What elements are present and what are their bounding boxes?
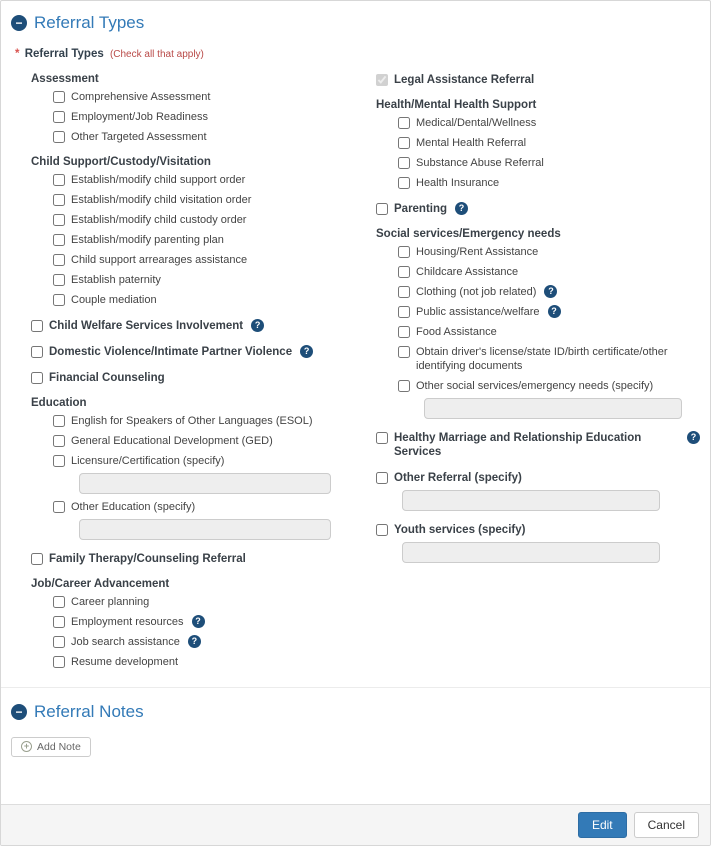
checkbox-item (376, 471, 700, 511)
section-title-referral-types: Referral Types (34, 13, 145, 32)
checkbox-label: Financial Counseling (49, 372, 165, 384)
checkbox-label: Other social services/emergency needs (specify) (416, 380, 654, 392)
checkbox[interactable] (398, 266, 410, 278)
checkbox-label: Public assistance/welfare (416, 306, 540, 318)
collapse-section-icon[interactable]: − (11, 15, 27, 31)
checkbox-item (31, 552, 376, 566)
checkbox-item-label (398, 156, 700, 170)
checkbox[interactable] (398, 286, 410, 298)
help-icon[interactable]: ? (251, 319, 264, 332)
checkbox-item-label (398, 379, 700, 393)
checkbox[interactable] (53, 656, 65, 668)
checkbox-label: Obtain driver's license/state ID/birth certificate/other identifying documents (416, 346, 668, 372)
checkbox-block (376, 523, 700, 563)
specify-input-wrap (79, 473, 376, 494)
checkbox[interactable] (398, 246, 410, 258)
checkbox-label: Housing/Rent Assistance (416, 246, 539, 258)
checkbox-label: Youth services (specify) (394, 524, 526, 536)
checkbox-item-label (376, 73, 700, 87)
specify-input[interactable] (79, 473, 331, 494)
checkbox-group (376, 228, 700, 419)
checkbox-group (31, 156, 376, 307)
group-label: Social services/Emergency needs (376, 228, 561, 240)
question-label: Referral Types (24, 48, 104, 60)
checkbox-item (53, 293, 376, 307)
checkbox[interactable] (376, 203, 388, 215)
collapse-section-icon[interactable]: − (11, 704, 27, 720)
checkbox-label: Legal Assistance Referral (394, 74, 535, 86)
group-label: Child Support/Custody/Visitation (31, 156, 211, 168)
checkbox-item-label (398, 116, 700, 130)
checkbox-item-label (53, 414, 376, 428)
checkbox-item (31, 319, 376, 333)
checkbox-item-label (398, 265, 700, 279)
cancel-button[interactable]: Cancel (634, 812, 699, 838)
checkbox-item (398, 116, 700, 130)
checkbox-item-label (53, 90, 376, 104)
left-column (31, 73, 376, 681)
checkbox-block (31, 319, 376, 333)
checkbox[interactable] (53, 174, 65, 186)
checkbox-item (53, 454, 376, 494)
checkbox-item-label (398, 136, 700, 150)
checkbox-item-label (31, 371, 376, 385)
checkbox-label: Establish/modify child support order (71, 174, 246, 186)
group-items (398, 245, 700, 419)
checkbox-item-label (398, 345, 700, 373)
checkbox-label: Job search assistance (71, 636, 180, 648)
checkbox-label: Career planning (71, 596, 150, 608)
specify-input-wrap (424, 398, 700, 419)
checkbox-item (398, 345, 700, 373)
checkbox[interactable] (398, 137, 410, 149)
checkbox-item (53, 414, 376, 428)
help-icon[interactable]: ? (544, 285, 557, 298)
group-items (53, 595, 376, 669)
checkbox[interactable] (53, 254, 65, 266)
checkbox-item-label (53, 655, 376, 669)
checkbox[interactable] (398, 306, 410, 318)
checkbox-item-label (53, 233, 376, 247)
specify-input[interactable] (402, 542, 660, 563)
checkbox-item (31, 345, 376, 359)
checkbox[interactable] (53, 274, 65, 286)
add-note-button[interactable] (11, 737, 91, 757)
checkbox-label: Other Referral (specify) (394, 472, 522, 484)
checkbox-label: Resume development (71, 656, 179, 668)
checkbox[interactable] (398, 380, 410, 392)
group-label: Job/Career Advancement (31, 578, 170, 590)
help-icon[interactable]: ? (300, 345, 313, 358)
checkbox-label: Childcare Assistance (416, 266, 519, 278)
checkbox-item (376, 73, 700, 87)
checkbox-label: Employment/Job Readiness (71, 111, 208, 123)
checkbox[interactable] (398, 157, 410, 169)
checkbox-item-label (376, 431, 700, 459)
checkbox[interactable] (53, 234, 65, 246)
checkbox-label: Child support arrearages assistance (71, 254, 248, 266)
checkbox-label: Establish/modify child visitation order (71, 194, 252, 206)
checkbox[interactable] (398, 346, 410, 358)
checkbox[interactable] (53, 214, 65, 226)
checkbox-item (376, 202, 700, 216)
checkbox-label: Licensure/Certification (specify) (71, 455, 225, 467)
checkbox-item-label (31, 319, 376, 333)
referral-types-section-header (1, 1, 710, 39)
checkbox[interactable] (376, 524, 388, 536)
checkbox-item-label (398, 245, 700, 259)
checkbox-item (53, 90, 376, 104)
checkbox-item-label (398, 325, 700, 339)
checkbox-item-label (53, 193, 376, 207)
checkbox[interactable] (53, 435, 65, 447)
checkbox-item-label (376, 202, 700, 216)
required-asterisk: * (15, 48, 20, 60)
help-icon[interactable]: ? (192, 615, 205, 628)
checkbox-item-label (398, 176, 700, 190)
specify-input-wrap (402, 490, 700, 511)
checkbox-group (31, 397, 376, 540)
checkbox-item (398, 156, 700, 170)
checkbox-block (31, 552, 376, 566)
specify-input[interactable] (424, 398, 682, 419)
right-column (376, 73, 700, 575)
checkbox-label: Establish/modify parenting plan (71, 234, 224, 246)
checkbox-item (53, 173, 376, 187)
group-label: Health/Mental Health Support (376, 99, 537, 111)
checkbox-group (31, 578, 376, 669)
checkbox-item (53, 273, 376, 287)
checkbox-item (53, 655, 376, 669)
checkbox-item-label (53, 434, 376, 448)
checkbox-label: Clothing (not job related) (416, 286, 537, 298)
checkbox-block (31, 345, 376, 359)
group-label: Assessment (31, 73, 99, 85)
specify-input[interactable] (402, 490, 660, 511)
checkbox-item (376, 431, 700, 459)
add-note-label: Add Note (37, 740, 81, 753)
checkbox-item (31, 371, 376, 385)
checkbox-item (53, 253, 376, 267)
checkbox[interactable] (31, 372, 43, 384)
checkbox-item-label (53, 635, 376, 649)
checkbox-label: Domestic Violence/Intimate Partner Violence (49, 346, 293, 358)
checkbox-item-label (31, 345, 376, 359)
group-items (53, 173, 376, 307)
checkbox-item-label (53, 615, 376, 629)
checkbox-group (31, 73, 376, 144)
help-icon[interactable]: ? (687, 431, 700, 444)
checkbox-block (376, 73, 700, 87)
checkbox-label: Other Targeted Assessment (71, 131, 207, 143)
checkbox-item-label (53, 110, 376, 124)
checkbox-label: Family Therapy/Counseling Referral (49, 553, 246, 565)
checkbox-item-label (53, 253, 376, 267)
checkbox[interactable] (398, 326, 410, 338)
checkbox-item-label (31, 552, 376, 566)
plus-circle-icon: + (21, 741, 32, 752)
referral-types-question (1, 39, 710, 60)
checkbox-label: Employment resources (71, 616, 184, 628)
checkbox-item (398, 305, 700, 319)
checkbox-item (53, 130, 376, 144)
checkbox-item (398, 379, 700, 419)
checkbox-item-label (398, 285, 700, 299)
checkbox-label: English for Speakers of Other Languages (ESOL) (71, 415, 313, 427)
checkbox-block (376, 202, 700, 216)
checkbox-label: Other Education (specify) (71, 501, 196, 513)
checkbox-label: General Educational Development (GED) (71, 435, 273, 447)
checkbox[interactable] (376, 432, 388, 444)
checkbox[interactable] (31, 553, 43, 565)
specify-input-wrap (402, 542, 700, 563)
checkbox-label: Substance Abuse Referral (416, 157, 544, 169)
checkbox-item-label (53, 293, 376, 307)
checkbox-item (53, 110, 376, 124)
checkbox-item-label (53, 454, 376, 468)
checkbox-item-label (53, 595, 376, 609)
checkbox-label: Establish/modify child custody order (71, 214, 247, 226)
checkbox-item (53, 193, 376, 207)
checkbox-item-label (376, 471, 700, 485)
checkbox-item-label (53, 130, 376, 144)
specify-input[interactable] (79, 519, 331, 540)
checkbox-block (376, 431, 700, 459)
checkbox-label: Comprehensive Assessment (71, 91, 211, 103)
checkbox-item (398, 245, 700, 259)
group-items (398, 116, 700, 190)
checkbox-label: Medical/Dental/Wellness (416, 117, 537, 129)
checkbox[interactable] (398, 177, 410, 189)
checkbox-group (376, 99, 700, 190)
help-icon[interactable]: ? (455, 202, 468, 215)
question-hint: (Check all that apply) (109, 49, 204, 60)
help-icon[interactable]: ? (188, 635, 201, 648)
edit-button[interactable]: Edit (578, 812, 627, 838)
checkbox-item (398, 265, 700, 279)
checkbox-item-label (53, 273, 376, 287)
checkbox[interactable] (53, 415, 65, 427)
checkbox[interactable] (53, 501, 65, 513)
checkbox-item (53, 233, 376, 247)
checkbox[interactable] (53, 636, 65, 648)
checkbox-item (53, 213, 376, 227)
checkbox-item-label (53, 173, 376, 187)
checkbox-item (53, 500, 376, 540)
notes-toolbar (1, 728, 710, 771)
checkbox[interactable] (53, 294, 65, 306)
checkbox-label: Establish paternity (71, 274, 161, 286)
checkbox[interactable] (53, 194, 65, 206)
group-label: Education (31, 397, 87, 409)
specify-input-wrap (79, 519, 376, 540)
checkbox-item-label (376, 523, 700, 537)
checkbox[interactable] (53, 616, 65, 628)
checkbox-label: Healthy Marriage and Relationship Education Services (394, 432, 642, 458)
referral-notes-section-header (1, 687, 710, 728)
checkbox-item-label (53, 213, 376, 227)
checkbox[interactable] (53, 596, 65, 608)
checkbox[interactable] (31, 346, 43, 358)
checkbox-item (398, 325, 700, 339)
checkbox[interactable] (53, 455, 65, 467)
section-title-referral-notes: Referral Notes (34, 702, 144, 721)
checkbox-block (376, 471, 700, 511)
checkbox[interactable] (376, 74, 388, 86)
footer-action-bar (1, 804, 710, 845)
group-items (53, 414, 376, 540)
checkbox-item (53, 635, 376, 649)
checkbox-label: Food Assistance (416, 326, 497, 338)
checkbox-item (53, 595, 376, 609)
checkbox-label: Parenting (394, 203, 448, 215)
checkbox-columns (1, 60, 710, 681)
checkbox[interactable] (31, 320, 43, 332)
checkbox[interactable] (398, 117, 410, 129)
checkbox[interactable] (53, 91, 65, 103)
checkbox-item (376, 523, 700, 563)
checkbox-item-label (398, 305, 700, 319)
group-items (53, 90, 376, 144)
checkbox-item (53, 615, 376, 629)
checkbox[interactable] (53, 131, 65, 143)
checkbox-label: Mental Health Referral (416, 137, 527, 149)
checkbox-label: Child Welfare Services Involvement (49, 320, 244, 332)
checkbox-item (53, 434, 376, 448)
checkbox-label: Couple mediation (71, 294, 157, 306)
checkbox-item-label (53, 500, 376, 514)
checkbox-label: Health Insurance (416, 177, 500, 189)
checkbox-block (31, 371, 376, 385)
checkbox[interactable] (53, 111, 65, 123)
checkbox-item (398, 136, 700, 150)
checkbox[interactable] (376, 472, 388, 484)
checkbox-item (398, 176, 700, 190)
checkbox-item (398, 285, 700, 299)
help-icon[interactable]: ? (548, 305, 561, 318)
